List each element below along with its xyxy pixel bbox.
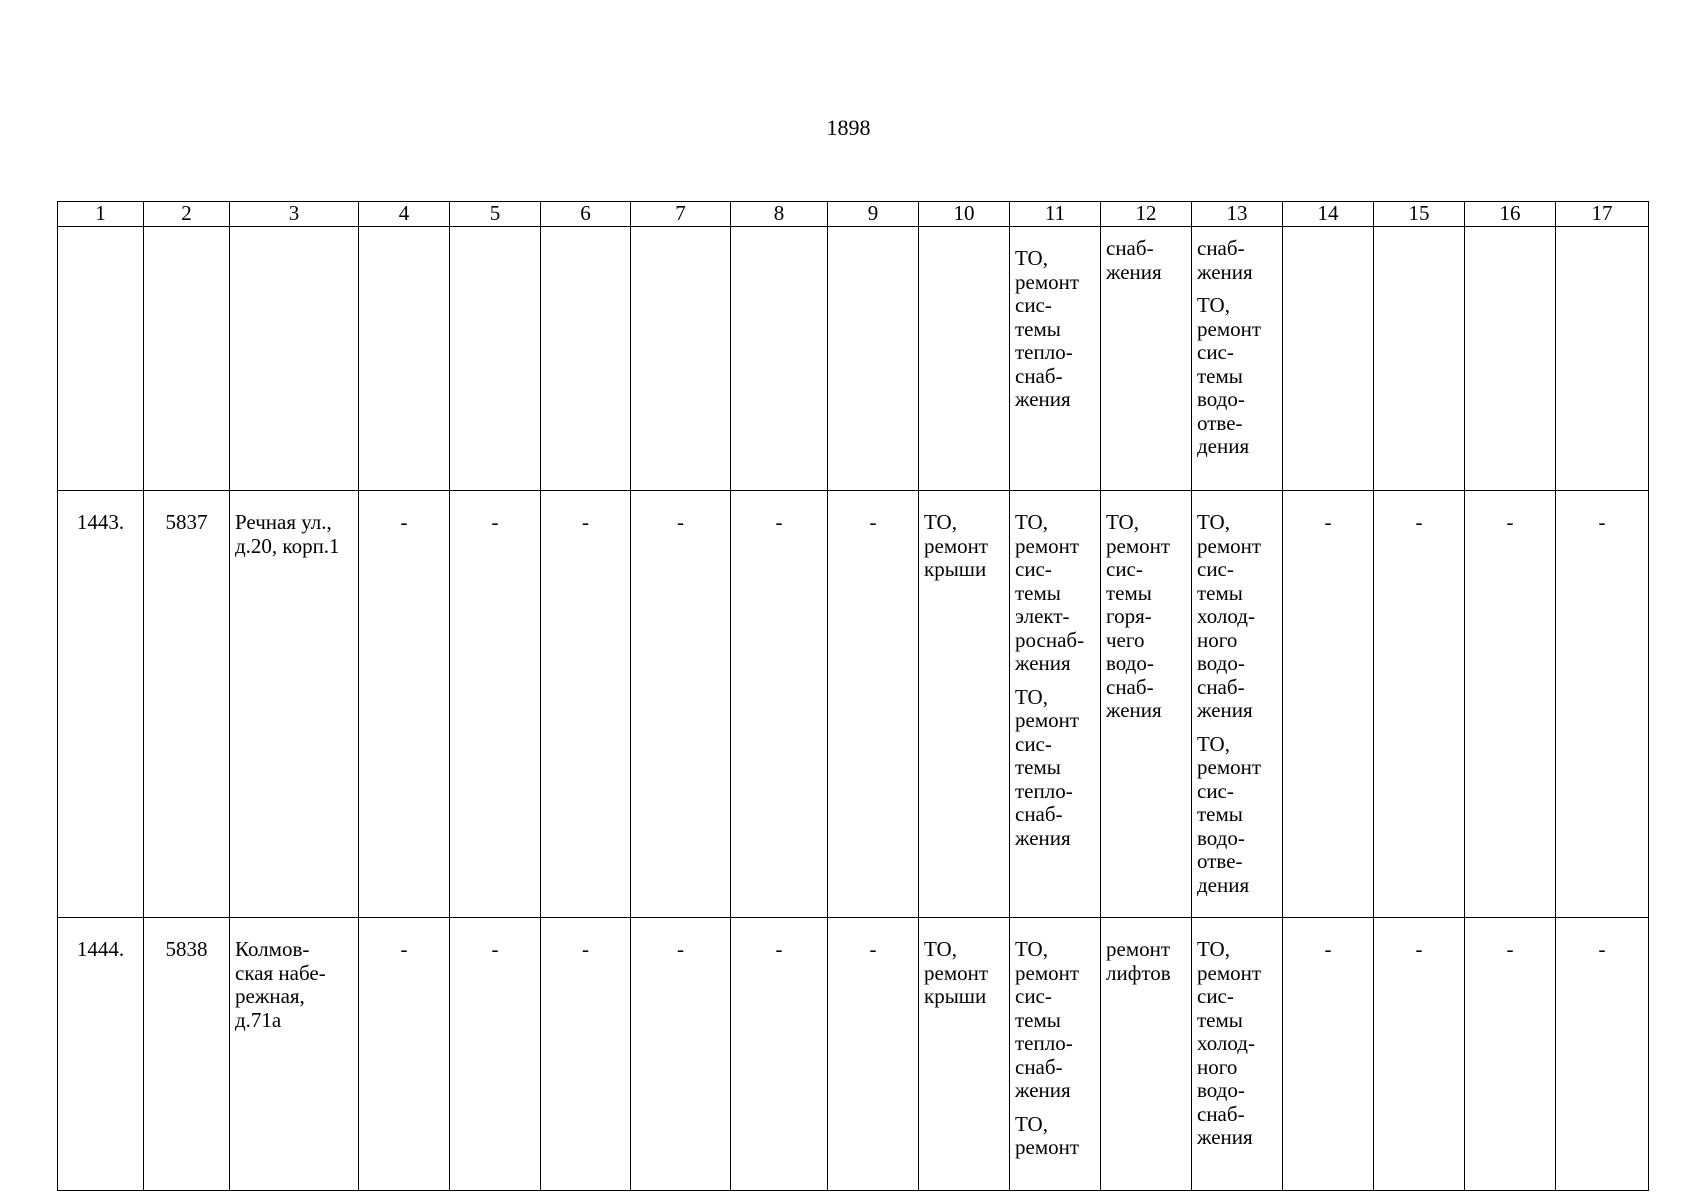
cell-text: [1015, 511, 1097, 676]
table-cell: [731, 227, 828, 491]
text-line: ремонт: [1197, 533, 1262, 558]
text-line: снаб-: [1106, 236, 1154, 260]
text-line: ремонт: [1197, 755, 1262, 779]
empty-value-cell: -: [359, 491, 450, 918]
text-line: жения: [1197, 259, 1253, 284]
text-line: сис-: [1197, 557, 1234, 581]
empty-value-cell: -: [359, 918, 450, 1191]
column-header: 6: [541, 202, 631, 227]
text-line: тепло-: [1015, 778, 1073, 803]
cell-text: [1197, 511, 1279, 723]
column-header: 2: [144, 202, 230, 227]
text-line: снаб-: [1197, 1101, 1245, 1126]
text-line: ремонт: [1197, 316, 1262, 341]
text-line: ремонт: [1015, 960, 1080, 985]
text-line: темы: [1197, 1007, 1243, 1032]
empty-value-cell: -: [1556, 918, 1649, 1191]
text-line: снаб-: [1197, 674, 1245, 699]
empty-value-cell: -: [1283, 491, 1374, 918]
text-line: дения: [1197, 434, 1250, 458]
text-line: лифтов: [1106, 960, 1171, 985]
column-header: 7: [631, 202, 731, 227]
text-line: холод-: [1197, 604, 1255, 628]
text-line: водо-: [1197, 1078, 1245, 1102]
text-line: ремонт: [1015, 1135, 1080, 1159]
text-line: ного: [1197, 627, 1238, 652]
text-line: жения: [1197, 1125, 1253, 1149]
text-line: водо-: [1197, 825, 1245, 850]
text-line: ТО,: [1197, 731, 1230, 756]
table-cell: [541, 227, 631, 491]
text-line: ремонт: [1106, 937, 1171, 961]
repair-schedule-table: [57, 201, 1649, 1191]
text-line: ТО,: [1197, 937, 1230, 961]
text-line: отве-: [1197, 849, 1243, 873]
text-line: крыши: [924, 984, 987, 1008]
text-line: ремонт: [1197, 960, 1262, 985]
cell-text: [1197, 294, 1279, 459]
text-line: ТО,: [1197, 510, 1230, 534]
text-line: холод-: [1197, 1031, 1255, 1055]
text-line: д.71а: [235, 1007, 282, 1032]
text-line: сис-: [1015, 293, 1052, 317]
table-cell: [828, 227, 919, 491]
row-number: 1443.: [58, 491, 144, 918]
text-line: ремонт: [1015, 533, 1080, 558]
text-line: ТО,: [1106, 510, 1139, 534]
text-line: темы: [1197, 363, 1243, 388]
column-header: 1: [58, 202, 144, 227]
cell-text: [1106, 511, 1188, 723]
column-header: 4: [359, 202, 450, 227]
table-cell-col12: [1101, 491, 1192, 918]
text-line: дения: [1197, 872, 1250, 897]
cell-text: [924, 938, 1006, 1009]
text-line: ТО,: [1197, 293, 1230, 317]
text-line: ного: [1197, 1054, 1238, 1079]
column-header: 10: [919, 202, 1010, 227]
text-line: сис-: [1106, 557, 1143, 581]
table-cell-col11: [1010, 491, 1101, 918]
column-header: 9: [828, 202, 919, 227]
address-cell: [230, 491, 359, 918]
empty-value-cell: -: [450, 491, 541, 918]
table-cell: [919, 227, 1010, 491]
object-code: 5837: [144, 491, 230, 918]
table-cell-col10: [919, 918, 1010, 1191]
text-line: ремонт: [924, 533, 989, 558]
cell-text: [1106, 938, 1188, 985]
empty-value-cell: -: [731, 918, 828, 1191]
text-line: чего: [1106, 627, 1145, 652]
cell-text: [1015, 247, 1097, 412]
text-line: водо-: [1197, 651, 1245, 675]
table-cell: [1465, 227, 1556, 491]
text-line: темы: [1015, 580, 1061, 605]
table-cell: [450, 227, 541, 491]
text-line: ТО,: [1015, 246, 1048, 270]
text-line: отве-: [1197, 410, 1243, 435]
table-row-1443: [58, 491, 1649, 918]
table-cell-col11: [1010, 918, 1101, 1191]
text-line: водо-: [1106, 651, 1154, 675]
table-cell-col13: [1192, 491, 1283, 918]
text-line: ская набе-: [235, 960, 326, 985]
text-line: д.20, корп.1: [235, 533, 340, 558]
column-header: 3: [230, 202, 359, 227]
empty-value-cell: -: [828, 491, 919, 918]
text-line: тепло-: [1015, 1031, 1073, 1055]
text-line: ТО,: [924, 937, 957, 961]
empty-value-cell: -: [1374, 918, 1465, 1191]
text-line: сис-: [1015, 731, 1052, 756]
empty-value-cell: -: [731, 491, 828, 918]
text-line: крыши: [924, 557, 987, 581]
column-header: 12: [1101, 202, 1192, 227]
text-line: водо-: [1197, 387, 1245, 411]
table-cell-col13: [1192, 227, 1283, 491]
column-header: 14: [1283, 202, 1374, 227]
empty-value-cell: -: [1556, 491, 1649, 918]
cell-text: [1015, 938, 1097, 1103]
table-cell-col12: [1101, 918, 1192, 1191]
text-line: сис-: [1015, 984, 1052, 1008]
table-cell: [230, 227, 359, 491]
text-line: горя-: [1106, 604, 1152, 628]
cell-text: [1015, 1113, 1097, 1160]
table-cell: [1374, 227, 1465, 491]
text-line: элект-: [1015, 604, 1070, 628]
text-line: тепло-: [1015, 340, 1073, 364]
column-header: 15: [1374, 202, 1465, 227]
page-number: 1898: [826, 115, 871, 140]
text-line: темы: [1015, 316, 1061, 341]
text-line: ремонт: [1106, 533, 1171, 558]
column-header: 8: [731, 202, 828, 227]
text-line: жения: [1015, 651, 1071, 675]
text-line: ремонт: [924, 960, 989, 985]
text-line: ТО,: [1015, 937, 1048, 961]
empty-value-cell: -: [1283, 918, 1374, 1191]
empty-value-cell: -: [1465, 491, 1556, 918]
empty-value-cell: -: [1465, 918, 1556, 1191]
text-line: снаб-: [1015, 1054, 1063, 1079]
text-line: ремонт: [1015, 708, 1080, 732]
table-cell: [1556, 227, 1649, 491]
cell-text: [1197, 237, 1279, 284]
table-cell: [1283, 227, 1374, 491]
text-line: жения: [1106, 259, 1162, 284]
empty-value-cell: -: [541, 491, 631, 918]
text-line: сис-: [1197, 984, 1234, 1008]
address-text: [235, 511, 355, 558]
table-cell-col11: [1010, 227, 1101, 491]
text-line: темы: [1197, 580, 1243, 605]
text-line: снаб-: [1015, 802, 1063, 826]
table-cell-col12: [1101, 227, 1192, 491]
column-header: 17: [1556, 202, 1649, 227]
table-row-continuation: [58, 227, 1649, 491]
table-cell: [144, 227, 230, 491]
text-line: темы: [1197, 802, 1243, 826]
table-cell: [58, 227, 144, 491]
cell-text: [1015, 686, 1097, 851]
cell-text: [1197, 733, 1279, 898]
table-row-1444: [58, 918, 1649, 1191]
empty-value-cell: -: [828, 918, 919, 1191]
text-line: Колмов-: [235, 937, 310, 961]
text-line: жения: [1015, 825, 1071, 850]
empty-value-cell: -: [631, 918, 731, 1191]
empty-value-cell: -: [541, 918, 631, 1191]
text-line: сис-: [1197, 778, 1234, 803]
cell-text: [1106, 237, 1188, 284]
text-line: темы: [1015, 755, 1061, 779]
text-line: роснаб-: [1015, 627, 1085, 652]
text-line: снаб-: [1106, 674, 1154, 699]
text-line: режная,: [235, 984, 305, 1008]
text-line: ТО,: [1015, 510, 1048, 534]
object-code: 5838: [144, 918, 230, 1191]
text-line: сис-: [1197, 340, 1234, 364]
table-cell: [359, 227, 450, 491]
text-line: ТО,: [1015, 684, 1048, 709]
empty-value-cell: -: [631, 491, 731, 918]
cell-text: [1197, 938, 1279, 1150]
address-text: [235, 938, 355, 1032]
column-header: 16: [1465, 202, 1556, 227]
cell-text: [924, 511, 1006, 582]
empty-value-cell: -: [450, 918, 541, 1191]
column-header: 11: [1010, 202, 1101, 227]
text-line: жения: [1015, 387, 1071, 411]
empty-value-cell: -: [1374, 491, 1465, 918]
text-line: сис-: [1015, 557, 1052, 581]
text-line: темы: [1015, 1007, 1061, 1032]
text-line: ТО,: [1015, 1111, 1048, 1136]
table-cell-col13: [1192, 918, 1283, 1191]
column-header: 13: [1192, 202, 1283, 227]
address-cell: [230, 918, 359, 1191]
text-line: Речная ул.,: [235, 510, 332, 534]
table-cell-col10: [919, 491, 1010, 918]
table-cell: [631, 227, 731, 491]
text-line: темы: [1106, 580, 1152, 605]
header-row: [58, 202, 1649, 227]
text-line: ремонт: [1015, 269, 1080, 294]
text-line: жения: [1106, 698, 1162, 722]
column-header: 5: [450, 202, 541, 227]
text-line: ТО,: [924, 510, 957, 534]
text-line: снаб-: [1197, 236, 1245, 260]
text-line: снаб-: [1015, 363, 1063, 388]
text-line: жения: [1197, 698, 1253, 722]
text-line: жения: [1015, 1078, 1071, 1102]
row-number: 1444.: [58, 918, 144, 1191]
